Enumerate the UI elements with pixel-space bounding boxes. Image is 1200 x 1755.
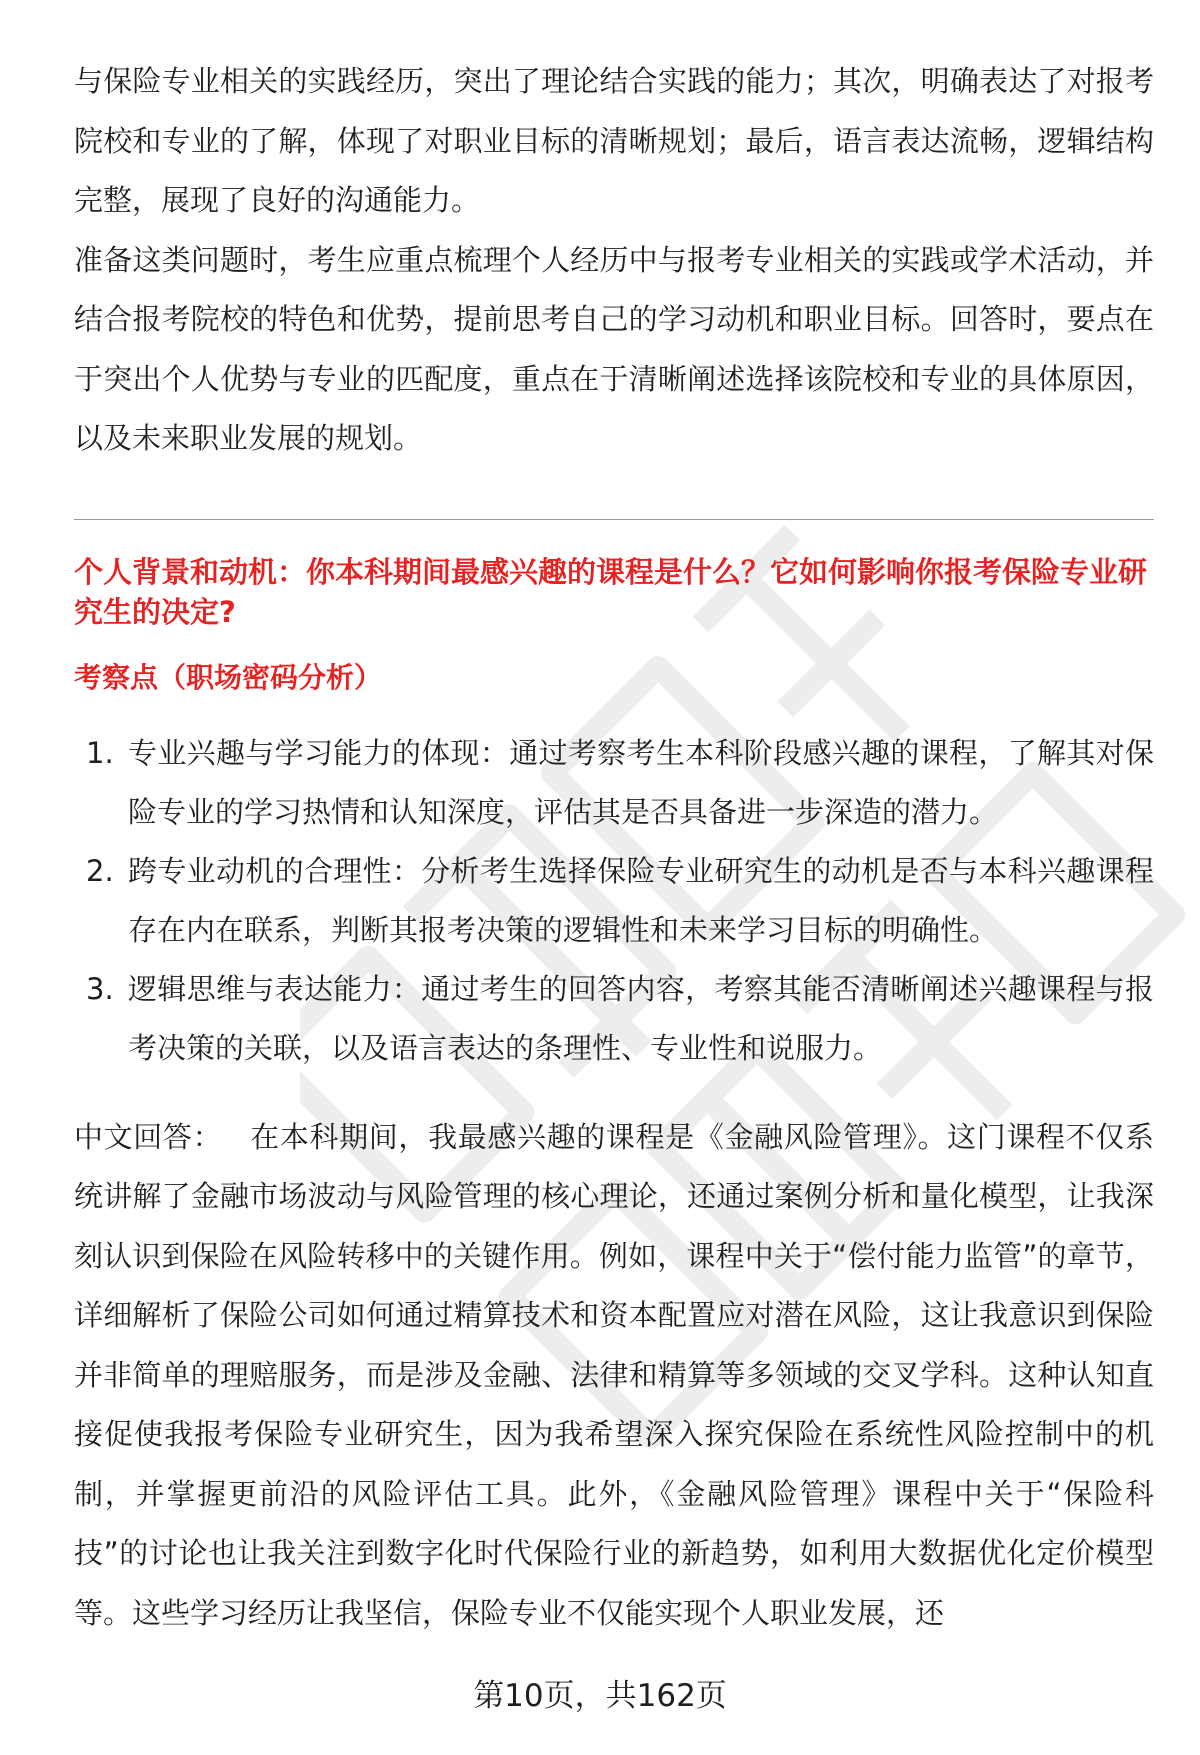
assessment-subhead: 考察点（职场密码分析） <box>74 660 383 694</box>
intro-paragraph-1: 与保险专业相关的实践经历，突出了理论结合实践的能力；其次，明确表达了对报考院校和专业的了解，体现了对职业目标的清晰规划；最后，语言表达流畅，逻辑结构完整，展现了良好的沟通能力。 <box>74 64 1154 217</box>
question-title: 个人背景和动机：你本科期间最感兴趣的课程是什么？它如何影响你报考保险专业研究生的决定? <box>74 554 1148 629</box>
list-item <box>74 724 1154 842</box>
answer-lead-label: 中文回答： <box>74 1119 223 1154</box>
assessment-points-list <box>74 724 1154 1078</box>
list-item-text: 跨专业动机的合理性：分析考生选择保险专业研究生的动机是否与本科兴趣课程存在内在联系，判断其报考决策的逻辑性和未来学习目标的明确性。 <box>128 853 1154 947</box>
intro-paragraph-2: 准备这类问题时，考生应重点梳理个人经历中与报考专业相关的实践或学术活动，并结合报考院校的特色和优势，提前思考自己的学习动机和职业目标。回答时，要点在于突出个人优势与专业的匹配度，重点在于清晰阐述选择该院校和专业的具体原因，以及未来职业发展的规划。 <box>74 242 1154 455</box>
list-item-number: 2. <box>86 853 114 888</box>
list-item <box>74 960 1154 1078</box>
section-divider <box>74 519 1154 520</box>
list-item-text: 专业兴趣与学习能力的体现：通过考察考生本科阶段感兴趣的课程，了解其对保险专业的学习热情和认知深度，评估其是否具备进一步深造的潜力。 <box>128 735 1154 829</box>
list-item-text: 逻辑思维与表达能力：通过考生的回答内容，考察其能否清晰阐述兴趣课程与报考决策的关联，以及语言表达的条理性、专业性和说服力。 <box>128 971 1154 1065</box>
answer-text: 在本科期间，我最感兴趣的课程是《金融风险管理》。这门课程不仅系统讲解了金融市场波动与风险管理的核心理论，还通过案例分析和量化模型，让我深刻认识到保险在风险转移中的关键作用。例如，课程中关于“偿付能力监管”的章节，详细解析了保险公司如何通过精算技术和资本配置应对潜在风险，这让我意识到保险并非简单的理赔服务，而是涉及金融、法律和精算等多领域的交叉学科。这种认知直接促使我报考保险专业研究生，因为我希望深入探究保险在系统性风险控制中的机制，并掌握更前沿的风险评估工具。此外，《金融风险管理》课程中关于“保险科技”的讨论也让我关注到数字化时代保险行业的新趋势，如利用大数据优化定价模型等。这些学习经历让我坚信，保险专业不仅能实现个人职业发展，还 <box>74 1119 1154 1630</box>
list-item-number: 3. <box>86 971 114 1006</box>
document-page <box>74 52 1154 1643</box>
page-number-footer: 第10页，共162页 <box>473 1678 727 1714</box>
list-item <box>74 842 1154 960</box>
list-item-number: 1. <box>86 735 114 770</box>
answer-paragraph <box>74 1108 1154 1644</box>
